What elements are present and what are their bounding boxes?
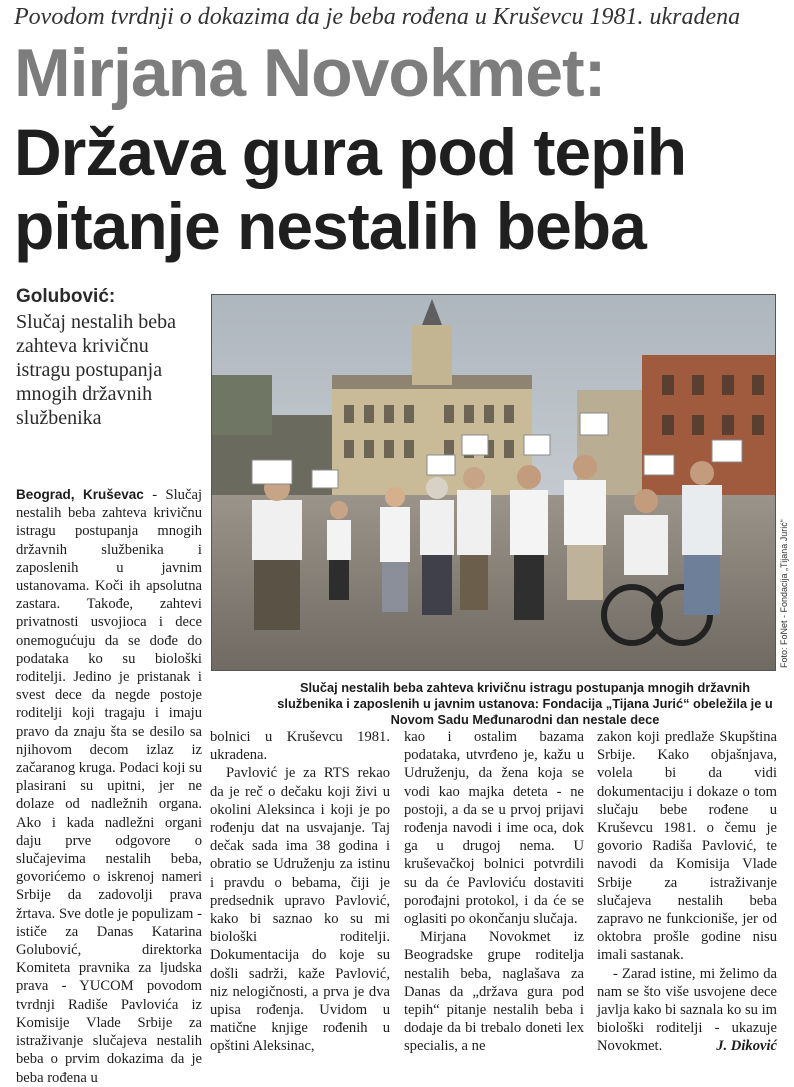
- news-photo: [211, 294, 776, 671]
- paragraph-text: - Zarad istine, mi želimo da nam se što više usvojene dece javlja kako bi saznala ko su im biološki roditelji - ukazuje Novokmet.: [597, 965, 777, 1055]
- paragraph-text: - Slučaj nestalih beba zahteva krivičnu istragu postupanja mnogih državnih službenika i zaposlenih u javnim ustanovama. Koči ih apsolutna zastara. Takođe, zahtevi privatnosti usvojioca i dece onemogućuju da se dođe do podataka ko su biološki roditelji. Jedino je pristanak i svest dece da negde postoje roditelji koji tragaju i imaju pravo da znaju šta se desilo sa njihovom decom izlaz iz začaranog kruga. Podaci koji su plasirani su upitni, jer ne dolaze od nadležnih organa. Ako i kada nadležni organi daju prve odgovore o slučajevima nestalih beba, govorićemo o iskrenoj nameri Srbije da zadovolji prava žrtava. Sve dotle je populizam - ističe za Danas Katarina Golubović, direktorka Komiteta pravnika za ljudska prava - YUCOM povodom tvrdnji Radiše Pavlovića iz Komisije Vlade Srbije za istraživanje slučajeva nestalih beba o prvim dokazima da je beba rođena u: [16, 487, 203, 1086]
- kicker: Povodom tvrdnji o dokazima da je beba rođena u Kruševcu 1981. ukradena: [14, 4, 741, 30]
- dateline: Beograd, Kruševac: [16, 487, 144, 502]
- article-paragraph: zakon koji predlaže Skupština Srbije. Kako objašnjava, volela bi da vidi dokumentaciju i dokaze o tom slučaju bebe rođene u Kruševcu 1981. o čemu je govorio Radiša Pavlović, te navodi da Komisija Vlade Srbije za istraživanje slučajeva nestalih beba zapravo ne funkcioniše, jer od oktobra prošle godine nisu imali sastanak.: [597, 729, 777, 964]
- article-paragraph: [16, 486, 202, 1087]
- article-column-4: [597, 728, 777, 1055]
- photo-credit: [776, 519, 792, 670]
- article-paragraph: Mirjana Novokmet iz Beogradske grupe roditelja nestalih beba, naglašava za Danas da „država gura pod tepih“ pitanje nestalih beba i dodaje da bi trebalo doneti lex specialis, a ne: [404, 929, 584, 1055]
- article-column-3: [404, 728, 584, 1055]
- photo-caption: Slučaj nestalih beba zahteva krivičnu istragu postupanja mnogih državnih službenika i zaposlenih u javnim ustanova: Fondacija „Tijana Jurić“ obeležila je u Novom Sadu Međunarodni dan nestale dece: [277, 680, 773, 727]
- subhead-name: Golubović:: [16, 286, 116, 307]
- headline-line-1: Država gura pod tepih: [14, 115, 687, 189]
- article-paragraph: Pavlović je za RTS rekao da je reč o dečaku koji živi u okolini Aleksinca i koji je po rođenju dat na usvajanje. Taj dečak sada ima 38 godina i obratio se Udruženju za istinu i pravdu o bebama, čiji je predsednik upravo Pavlović, kako bi saznao ko su mi biološki roditelji. Dokumentacija do koje su došli sadrži, kaže Pavlović, niz nelogičnosti, a prva je dva upisa rođenja. Uvidom u matične knjige rođenih u opštini Aleksinac,: [210, 765, 390, 1055]
- subhead-text: Slučaj nestalih beba zahteva krivičnu istragu postupanja mnogih državnih službenika: [16, 311, 176, 429]
- author-signature: J. Diković: [716, 1038, 777, 1055]
- headline-name: Mirjana Novokmet:: [14, 35, 606, 111]
- article-paragraph: kao i ostalim bazama podataka, utvrđeno je, kažu u Udruženju, da žena koja se vodi kao majka deteta - ne postoji, a da se u prvoj prijavi rođenja navodi i ime oca, dok ga u drugoj nema. U kruševačkoj bolnici potvrdili su da će Pavloviću dostaviti porođajni protokol, i da će se oglasiti po okončanju slučaja.: [404, 729, 584, 928]
- photo-illustration: [212, 295, 775, 670]
- headline-line-2: pitanje nestalih beba: [14, 189, 646, 263]
- article-column-2: [210, 728, 390, 1055]
- photo-credit-text: Foto: FoNet - Fondacija „Tijana Jurić“: [779, 519, 789, 668]
- article-column-1: [16, 486, 203, 1086]
- article-paragraph: bolnici u Kruševcu 1981. ukradena.: [210, 729, 390, 764]
- article-paragraph: [597, 965, 777, 1056]
